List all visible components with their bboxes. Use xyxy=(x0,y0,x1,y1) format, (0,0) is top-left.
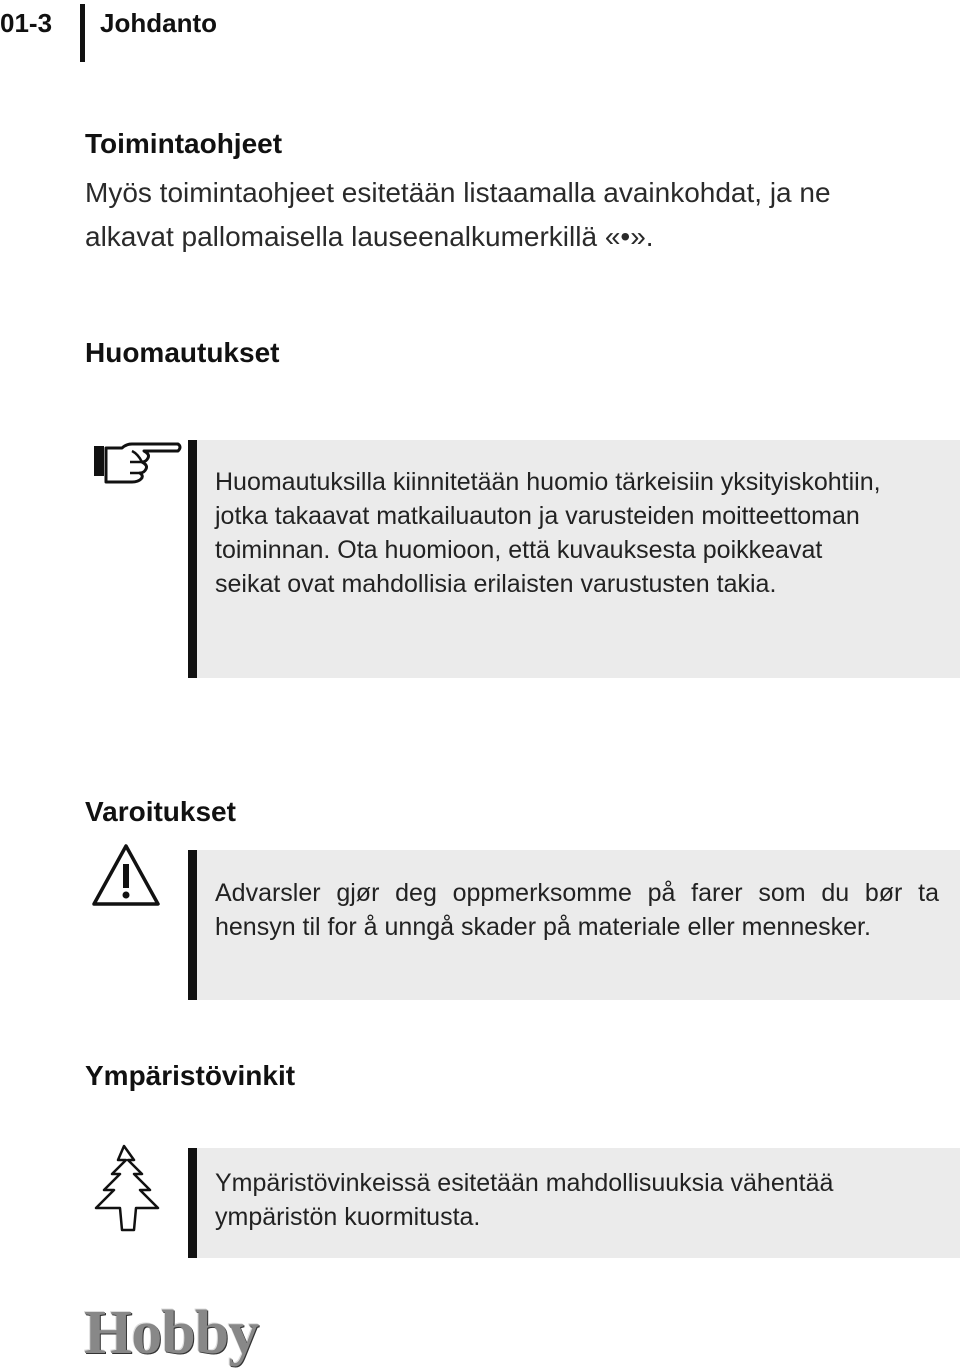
warning-triangle-icon xyxy=(90,842,162,908)
tree-icon xyxy=(84,1142,174,1234)
instructions-paragraph xyxy=(85,171,831,259)
notes-icon xyxy=(92,438,184,489)
pointing-hand-icon xyxy=(92,438,184,484)
instructions-heading: Toimintaohjeet xyxy=(85,128,283,159)
environment-text: Ympäristövinkeissä esitetään mahdollisuuksia vähentää ympäristön kuormitusta. xyxy=(215,1169,834,1231)
warnings-icon xyxy=(90,842,162,913)
header-divider xyxy=(80,4,85,62)
warnings-text: Advarsler gjør deg oppmerksomme på farer som du bør ta hensyn til for å unngå skader på materiale eller mennesker. xyxy=(215,879,939,941)
chapter-title: Johdanto xyxy=(100,8,217,38)
instructions-line-1: Myös toimintaohjeet esitetään listaamalla avainkohdat, ja ne xyxy=(85,177,831,208)
environment-icon xyxy=(84,1142,174,1239)
environment-heading: Ympäristövinkit xyxy=(85,1060,296,1091)
page-number: 01-3 xyxy=(0,8,53,38)
warnings-heading: Varoitukset xyxy=(85,796,236,827)
hobby-logo: Hobby xyxy=(84,1299,259,1367)
notes-heading: Huomautukset xyxy=(85,337,280,368)
instructions-line-2: alkavat pallomaisella lauseenalkumerkillä «•». xyxy=(85,221,654,252)
notes-text: Huomautuksilla kiinnitetään huomio tärkeisiin yksityiskohtiin, jotka takaavat matkailuauton ja varusteiden moitteettoman toiminnan. Ota huomioon, että kuvauksesta poikkeavat seikat ovat mahdollisia erilaisten varustusten takia. xyxy=(215,468,881,598)
